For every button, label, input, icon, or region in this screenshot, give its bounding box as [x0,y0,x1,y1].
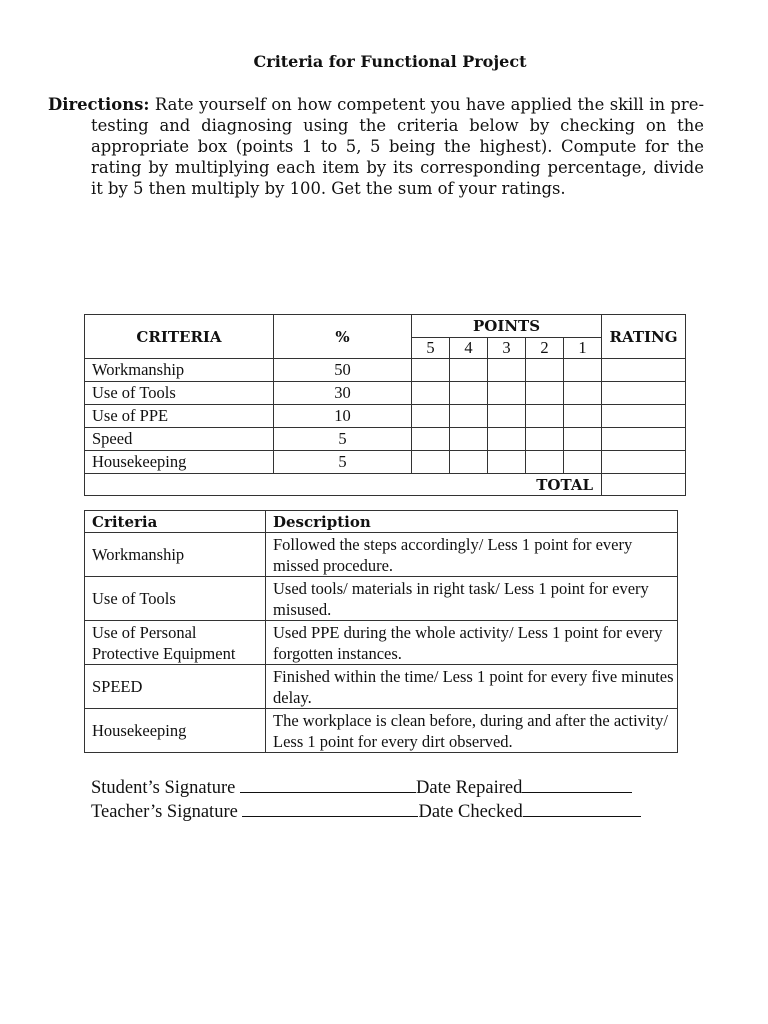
criteria-cell: Workmanship [85,359,274,382]
points-scale-4: 4 [450,338,488,359]
rating-cell[interactable] [602,382,686,405]
rating-header: RATING [602,315,686,359]
criteria-cell: Use of Tools [85,382,274,405]
point-checkbox-1[interactable] [564,405,602,428]
point-checkbox-3[interactable] [488,451,526,474]
date-repaired-blank[interactable] [522,776,632,793]
criteria-cell: Speed [85,428,274,451]
point-checkbox-3[interactable] [488,382,526,405]
point-checkbox-2[interactable] [526,359,564,382]
percent-cell: 5 [274,428,412,451]
point-checkbox-5[interactable] [412,382,450,405]
point-checkbox-3[interactable] [488,359,526,382]
points-scale-1: 1 [564,338,602,359]
teacher-signature-blank[interactable] [242,800,418,817]
description-cell: Used tools/ materials in right task/ Less 1 point for every misused. [266,577,678,621]
description-table [84,510,678,753]
percent-cell: 10 [274,405,412,428]
description-cell: Followed the steps accordingly/ Less 1 point for every missed procedure. [266,533,678,577]
student-signature-blank[interactable] [240,776,416,793]
directions-text: Rate yourself on how competent you have applied the skill in pre-testing and diagnosing using the criteria below by checking on the appropriate box (points 1 to 5, 5 being the highest). Compute for the rating by multiplying each item by its corresponding percentage, divide it by 5 then multiply by 100. Get the sum of your ratings. [91,95,704,198]
criteria-header: CRITERIA [85,315,274,359]
table-row [85,359,686,382]
student-signature-line [91,776,711,799]
criteria-cell: Housekeeping [85,709,266,753]
point-checkbox-5[interactable] [412,405,450,428]
point-checkbox-3[interactable] [488,428,526,451]
rating-cell[interactable] [602,428,686,451]
point-checkbox-3[interactable] [488,405,526,428]
point-checkbox-2[interactable] [526,382,564,405]
percent-header: % [274,315,412,359]
directions-label: Directions: [48,95,150,114]
point-checkbox-4[interactable] [450,359,488,382]
point-checkbox-5[interactable] [412,451,450,474]
percent-cell: 5 [274,451,412,474]
points-scale-2: 2 [526,338,564,359]
points-scale-3: 3 [488,338,526,359]
point-checkbox-5[interactable] [412,428,450,451]
table-row [85,665,678,709]
student-signature-label: Student’s Signature [91,778,236,798]
criteria-cell: Workmanship [85,533,266,577]
description-column-header: Description [266,511,678,533]
table-row [85,405,686,428]
criteria-cell: SPEED [85,665,266,709]
teacher-signature-label: Teacher’s Signature [91,802,238,822]
point-checkbox-4[interactable] [450,405,488,428]
point-checkbox-1[interactable] [564,451,602,474]
directions-paragraph [48,94,704,199]
page-title: Criteria for Functional Project [253,52,527,71]
point-checkbox-1[interactable] [564,428,602,451]
date-repaired-label: Date Repaired [416,778,523,798]
point-checkbox-1[interactable] [564,382,602,405]
rating-cell[interactable] [602,359,686,382]
point-checkbox-1[interactable] [564,359,602,382]
teacher-signature-line [91,800,711,823]
point-checkbox-4[interactable] [450,382,488,405]
criteria-cell: Housekeeping [85,451,274,474]
percent-cell: 50 [274,359,412,382]
rating-cell[interactable] [602,405,686,428]
description-cell: The workplace is clean before, during and after the activity/ Less 1 point for every dirt observed. [266,709,678,753]
rating-table [84,314,686,496]
percent-cell: 30 [274,382,412,405]
table-row [85,451,686,474]
table-row [85,621,678,665]
table-row [85,709,678,753]
point-checkbox-5[interactable] [412,359,450,382]
point-checkbox-4[interactable] [450,451,488,474]
date-checked-blank[interactable] [523,800,641,817]
table-row [85,577,678,621]
criteria-cell: Use of Personal Protective Equipment [85,621,266,665]
criteria-cell: Use of PPE [85,405,274,428]
criteria-column-header: Criteria [85,511,266,533]
point-checkbox-2[interactable] [526,405,564,428]
point-checkbox-2[interactable] [526,451,564,474]
rating-cell[interactable] [602,451,686,474]
description-cell: Used PPE during the whole activity/ Less 1 point for every forgotten instances. [266,621,678,665]
table-row [85,533,678,577]
criteria-cell: Use of Tools [85,577,266,621]
point-checkbox-2[interactable] [526,428,564,451]
points-header: POINTS [412,315,602,338]
table-row [85,382,686,405]
total-label: TOTAL [85,474,602,496]
total-rating-cell[interactable] [602,474,686,496]
date-checked-label: Date Checked [418,802,523,822]
description-cell: Finished within the time/ Less 1 point for every five minutes delay. [266,665,678,709]
total-row [85,474,686,496]
point-checkbox-4[interactable] [450,428,488,451]
table-row [85,428,686,451]
points-scale-5: 5 [412,338,450,359]
